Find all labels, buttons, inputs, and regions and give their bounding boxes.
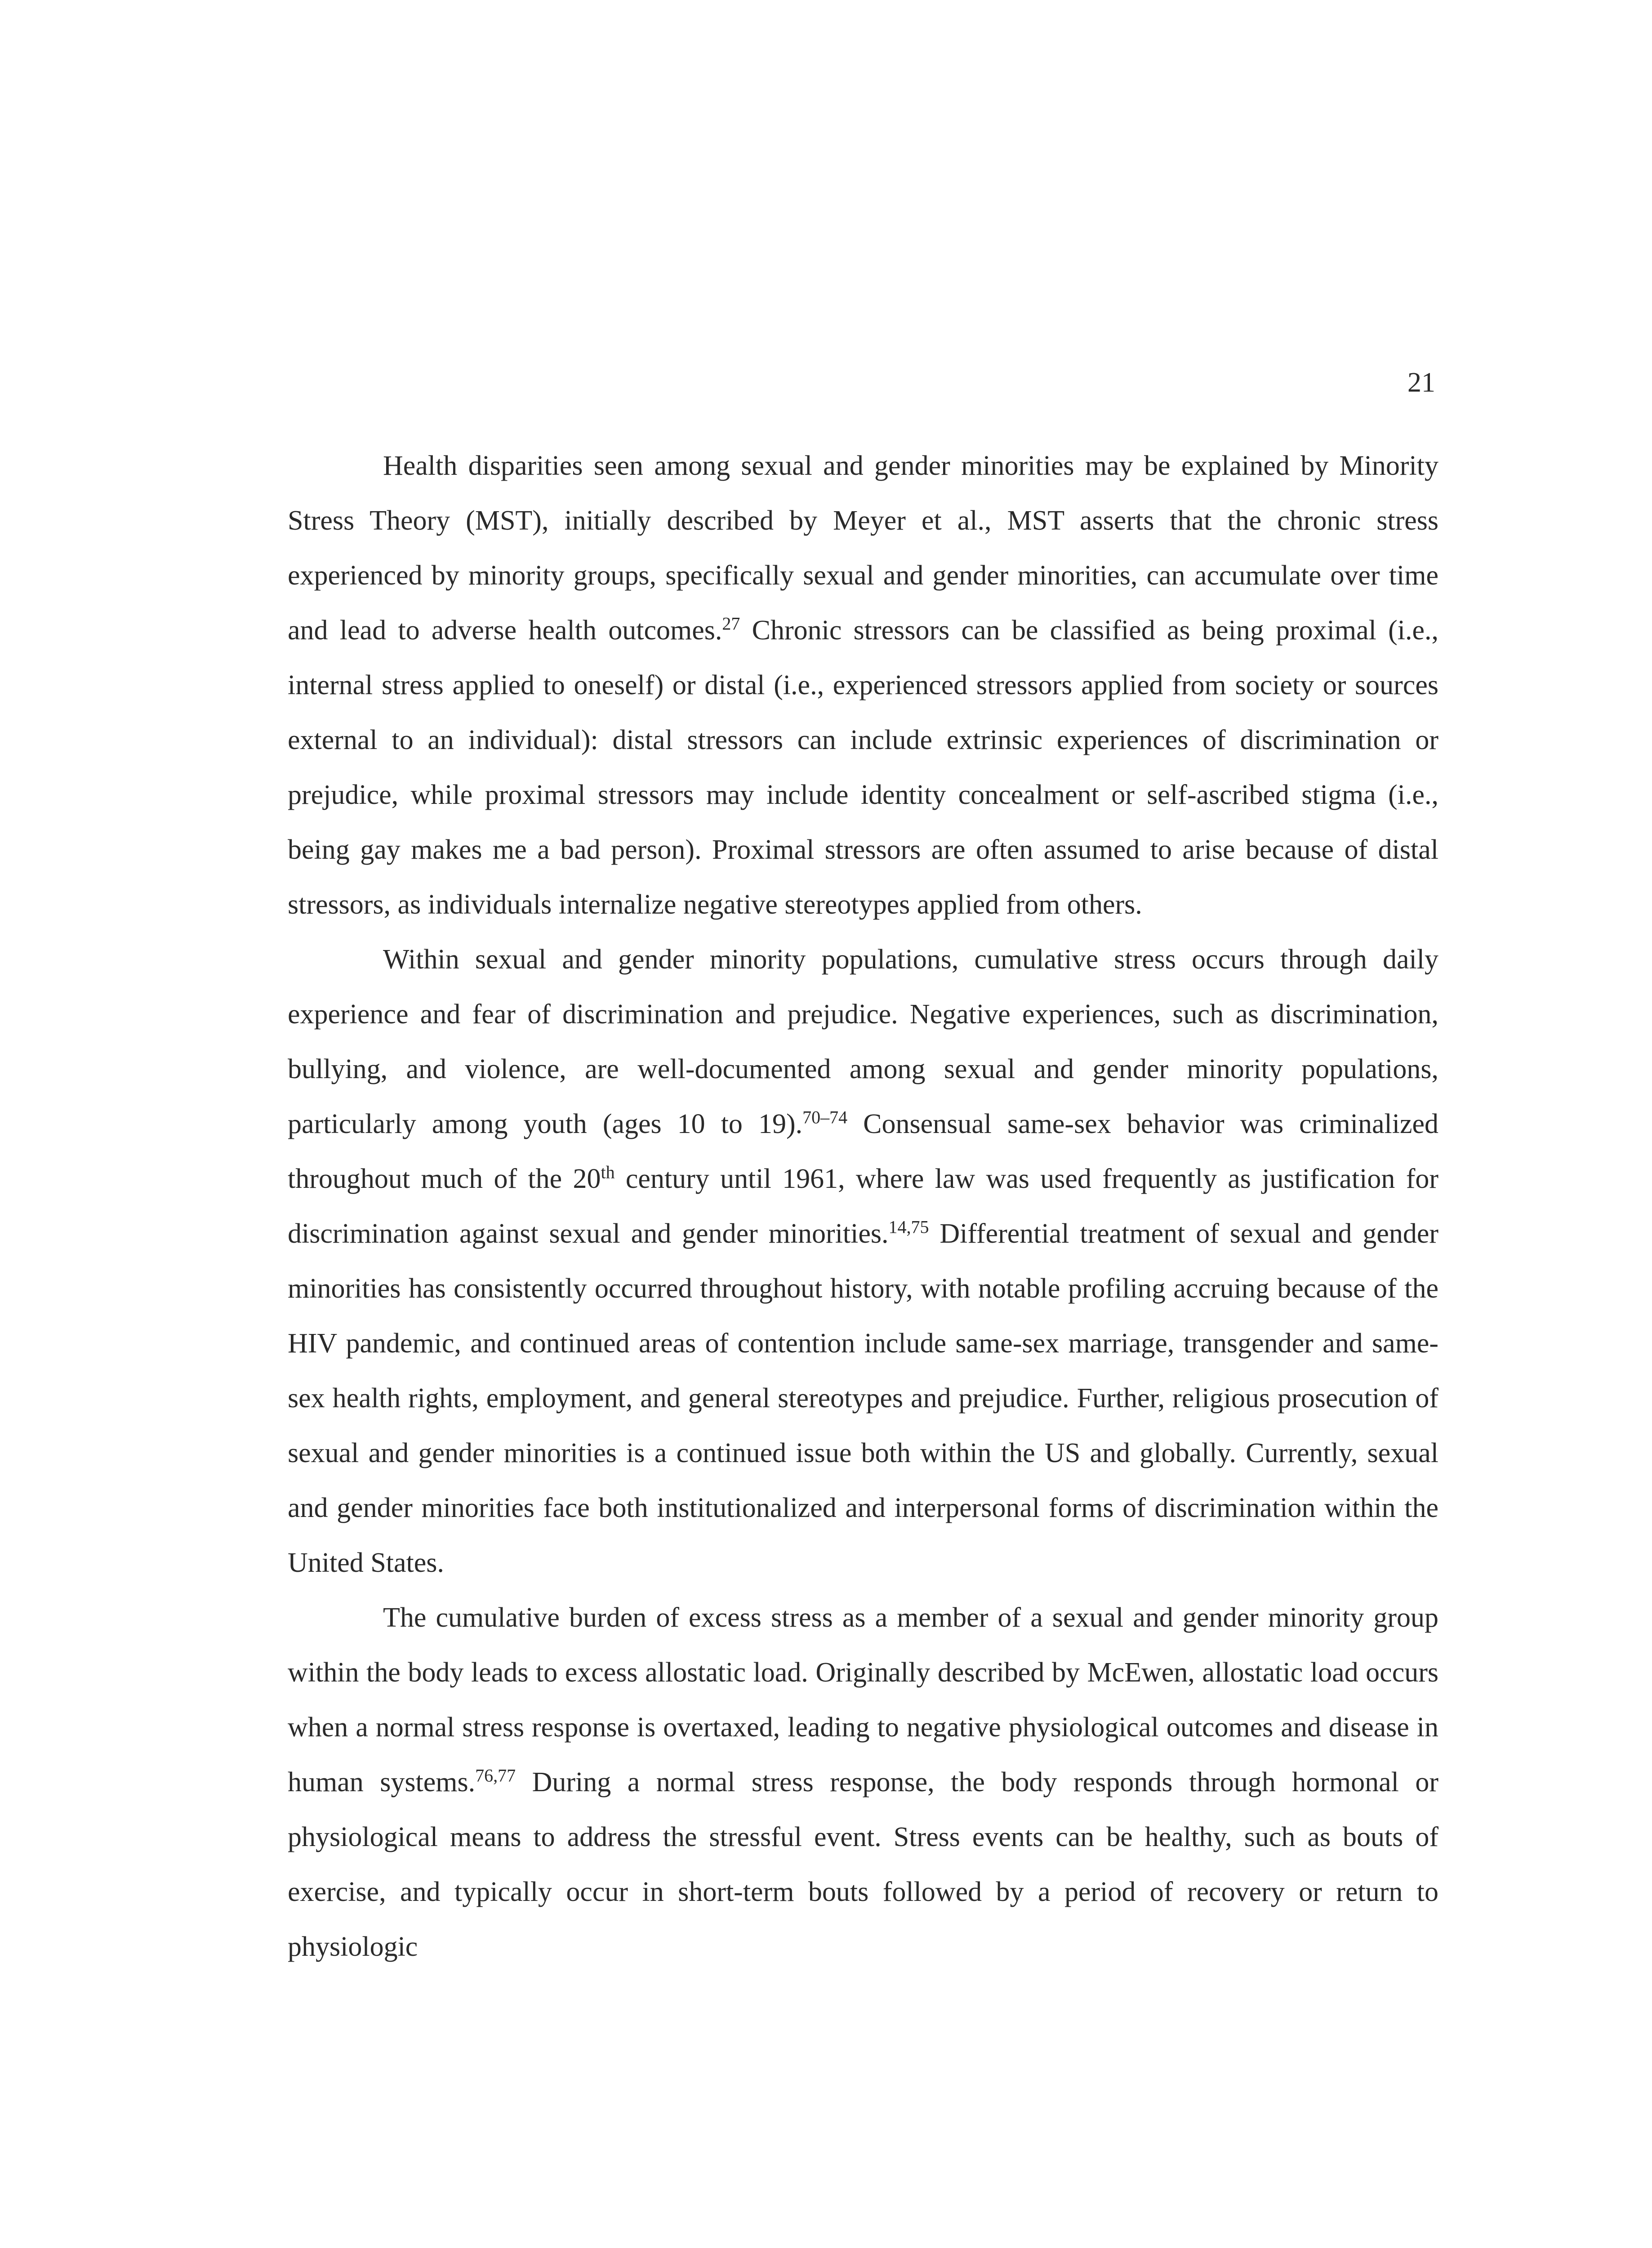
paragraph-text: Within sexual and gender minority populations, cumulative stress occurs through daily experience and fear of discrimination and prejudice. Negative experiences, such as discrimination, bullying, and violence, are well-documented among sexual and gender minority populations, particularly among youth (ages 10 to 19). — [288, 944, 1438, 1139]
document-body — [288, 438, 1438, 1974]
paragraph-text: Consensual same-sex behavior was criminalized throughout much of the 20 — [288, 1109, 1439, 1194]
paragraph-text: Chronic stressors can be classified as being proximal (i.e., internal stress applied to oneself) or distal (i.e., experienced stressors applied from society or sources external to an individual): distal stressors can include extrinsic experiences of discrimination or prejudice, while proximal stressors may include identity concealment or self-ascribed stigma (i.e., being gay makes me a bad person). Proximal stressors are often assumed to arise because of distal stressors, as individuals internalize negative stereotypes applied from others. — [288, 615, 1438, 920]
paragraph-allostatic-load — [288, 1590, 1438, 1974]
citation-superscript: 27 — [722, 613, 740, 634]
paragraph-text: Differential treatment of sexual and gender minorities has consistently occurred throughout history, with notable profiling accruing because of the HIV pandemic, and continued areas of contention include same-sex marriage, transgender and same-sex health rights, employment, and general stereotypes and prejudice. Further, religious prosecution of sexual and gender minorities is a continued issue both within the US and globally. Currently, sexual and gender minorities face both institutionalized and interpersonal forms of discrimination within the United States. — [288, 1218, 1438, 1578]
page-number: 21 — [1407, 367, 1435, 398]
paragraph-cumulative-stress — [288, 932, 1438, 1590]
paragraph-minority-stress-theory — [288, 438, 1438, 932]
ordinal-superscript: th — [601, 1162, 615, 1182]
citation-superscript: 14,75 — [888, 1217, 929, 1237]
paragraph-text: The cumulative burden of excess stress as a member of a sexual and gender minority group within the body leads to excess allostatic load. Originally described by McEwen, allostatic load occurs when a normal stress response is overtaxed, leading to negative physiological outcomes and disease in human systems. — [288, 1602, 1438, 1798]
paragraph-text: During a normal stress response, the body responds through hormonal or physiological means to address the stressful event. Stress events can be healthy, such as bouts of exercise, and typically occur in short-term bouts followed by a period of recovery or return to physiologic — [288, 1767, 1438, 1962]
paragraph-text: century until 1961, where law was used frequently as justification for discrimination against sexual and gender minorities. — [288, 1164, 1439, 1249]
citation-superscript: 76,77 — [475, 1765, 516, 1786]
paragraph-text: Health disparities seen among sexual and gender minorities may be explained by Minority Stress Theory (MST), initially described by Meyer et al., MST asserts that the chronic stress experienced by minority groups, specifically sexual and gender minorities, can accumulate over time and lead to adverse health outcomes. — [288, 450, 1438, 646]
citation-superscript: 70–74 — [802, 1107, 848, 1128]
